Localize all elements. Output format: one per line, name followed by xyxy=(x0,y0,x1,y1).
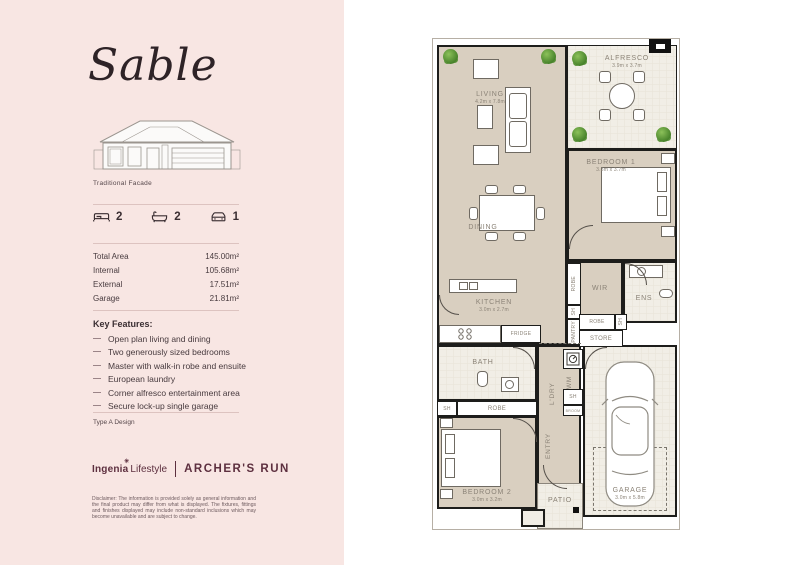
hot-water-unit-icon xyxy=(649,39,671,53)
stats-row xyxy=(93,210,239,223)
plant-icon xyxy=(656,127,671,142)
room-dims: 4.2m x 7.8m xyxy=(475,99,505,105)
room-name: BATH xyxy=(472,359,494,366)
basin-icon xyxy=(505,380,514,389)
closet-label: STORE xyxy=(589,335,613,342)
brand-lockup xyxy=(92,458,290,477)
sink-icon xyxy=(459,282,468,290)
room-name: ALFRESCO xyxy=(604,55,650,62)
room-name: LIVING xyxy=(476,91,504,98)
pillow xyxy=(657,172,667,192)
list-item: Corner alfresco entertainment area xyxy=(93,388,273,401)
facade-illustration xyxy=(92,112,242,174)
plan-title: Sable xyxy=(88,40,218,91)
logo-divider xyxy=(175,461,176,477)
divider xyxy=(93,310,239,311)
chair-icon xyxy=(513,185,526,194)
room-label-bedroom2 xyxy=(453,489,521,504)
closet-label: ROBE xyxy=(589,319,605,325)
table-row xyxy=(93,263,239,277)
area-label: Garage xyxy=(93,293,120,303)
chair-icon xyxy=(633,109,645,121)
chair-icon xyxy=(485,232,498,241)
room-dims: 3.0m x 5.8m xyxy=(615,495,645,501)
list-item: European laundry xyxy=(93,374,273,387)
room-label-alfresco xyxy=(589,55,665,70)
sofa-cushion xyxy=(509,121,527,147)
ingenia-logo xyxy=(92,458,130,475)
disclaimer-text: Disclaimer: The information is provided solely as general information and the final product may differ from what is displayed. The fixtures, fittings and finishes displayed may include non-standard inclusions which may become unavailable and are subject to change. xyxy=(92,496,256,520)
toilet-icon xyxy=(477,371,488,387)
room-label-ens xyxy=(629,295,659,302)
closet-store xyxy=(579,330,623,347)
room-name: PATIO xyxy=(548,497,572,504)
room-label-patio xyxy=(538,497,582,504)
bed-icon xyxy=(93,210,110,223)
plant-icon xyxy=(541,49,556,64)
washing-machine xyxy=(563,349,583,369)
post-marker xyxy=(573,507,579,513)
closet-sh-bed2 xyxy=(437,401,457,416)
divider xyxy=(93,243,239,244)
chair-icon xyxy=(536,207,545,220)
area-value: 145.00m² xyxy=(205,251,239,261)
closet-label: ROBE xyxy=(487,405,507,412)
community-wordmark: ARCHER'S RUN xyxy=(184,463,290,475)
room-dims: 3.9m x 3.7m xyxy=(612,63,642,69)
ingenia-wordmark: Ingenia xyxy=(92,463,129,475)
ceiling-break-line xyxy=(539,343,581,344)
sink-icon xyxy=(469,282,478,290)
room-label-bath xyxy=(461,359,505,366)
list-item: Master with walk-in robe and ensuite xyxy=(93,361,273,374)
coffee-table xyxy=(477,105,493,129)
closet-sh-laundry xyxy=(563,389,583,405)
area-label: External xyxy=(93,279,123,289)
bedside-table xyxy=(661,153,675,164)
facade-label: Traditional Facade xyxy=(93,180,152,187)
room-dims: 3.3m x 3.7m xyxy=(596,167,626,173)
chair-icon xyxy=(485,185,498,194)
list-item: Two generously sized bedrooms xyxy=(93,347,273,360)
closet-label: ROBE xyxy=(571,276,577,292)
room-name: BEDROOM 2 xyxy=(462,489,512,496)
toilet-icon xyxy=(659,289,673,298)
table-row xyxy=(93,291,239,305)
room-dims: 3.0m x 3.2m xyxy=(472,497,502,503)
bathrooms-stat xyxy=(151,210,180,223)
closet-robe-mid xyxy=(579,314,615,330)
bathrooms-count: 2 xyxy=(174,210,181,223)
room-label-bedroom1 xyxy=(573,159,649,174)
table-row xyxy=(93,249,239,263)
room-name: WIR xyxy=(591,285,608,292)
closet-label: PANTRY xyxy=(571,321,577,343)
list-item: Open plan living and dining xyxy=(93,334,273,347)
room-name: BEDROOM 1 xyxy=(586,159,636,166)
divider xyxy=(93,204,239,205)
room-name: DINING xyxy=(468,224,498,231)
closet-broom xyxy=(563,405,583,416)
plant-icon xyxy=(572,51,587,66)
area-label: Total Area xyxy=(93,251,129,261)
room-label-laundry: L'DRY xyxy=(549,382,556,405)
chair-icon xyxy=(599,71,611,83)
room-label-living xyxy=(457,91,523,106)
closet-label: SH xyxy=(569,394,577,400)
wm-label: WM xyxy=(566,375,573,389)
car-icon xyxy=(210,210,227,223)
lifestyle-wordmark: Lifestyle xyxy=(130,463,168,475)
chair-icon xyxy=(513,232,526,241)
bath-icon xyxy=(151,210,168,223)
room-label-entry: ENTRY xyxy=(545,433,552,459)
cooktop-icon xyxy=(457,328,477,340)
ingenia-star-icon: ✳ xyxy=(124,458,130,465)
bedside-table xyxy=(440,489,453,499)
info-panel xyxy=(0,0,344,565)
fridge-label: FRIDGE xyxy=(510,331,532,337)
floorplan xyxy=(432,38,680,530)
plant-icon xyxy=(572,127,587,142)
table-row xyxy=(93,277,239,291)
closet-label: BROOM xyxy=(565,408,581,413)
chair-icon xyxy=(599,109,611,121)
room-name: ENS xyxy=(635,295,653,302)
area-label: Internal xyxy=(93,265,120,275)
pillow xyxy=(657,196,667,216)
area-value: 21.81m² xyxy=(209,293,239,303)
area-value: 17.51m² xyxy=(209,279,239,289)
washing-machine-icon xyxy=(566,352,580,366)
design-type-label: Type A Design xyxy=(93,419,135,426)
closet-label: SH xyxy=(443,405,451,412)
closet-robe-bed1 xyxy=(567,263,581,305)
room-label-wir xyxy=(583,285,617,292)
armchair xyxy=(473,145,499,165)
outdoor-table xyxy=(609,83,635,109)
chair-icon xyxy=(633,71,645,83)
garage-count: 1 xyxy=(232,210,239,223)
closet-label: SH xyxy=(618,318,624,326)
room-name: KITCHEN xyxy=(475,299,513,306)
room-label-kitchen xyxy=(461,299,527,314)
closet-robe-bed2 xyxy=(457,401,537,416)
chair-icon xyxy=(469,207,478,220)
tv-unit xyxy=(473,59,499,79)
key-features-title: Key Features: xyxy=(93,319,153,329)
list-item: Secure lock-up single garage xyxy=(93,401,273,414)
garage-stat xyxy=(210,210,239,223)
closet-label: SH xyxy=(571,308,577,316)
bedside-table xyxy=(661,226,675,237)
pillow xyxy=(445,458,455,478)
porch-step xyxy=(521,509,545,527)
bedside-table xyxy=(440,418,453,428)
area-value: 105.68m² xyxy=(205,265,239,275)
plant-icon xyxy=(443,49,458,64)
room-dims: 3.0m x 2.7m xyxy=(479,307,509,313)
divider xyxy=(93,412,239,413)
closet-sh-mid xyxy=(615,314,627,330)
room-label-garage xyxy=(595,487,665,502)
bedrooms-stat xyxy=(93,210,122,223)
room-name: GARAGE xyxy=(612,487,648,494)
fridge-space xyxy=(501,325,541,343)
bedrooms-count: 2 xyxy=(116,210,123,223)
room-label-dining xyxy=(461,224,505,231)
areas-table xyxy=(93,249,239,305)
pillow xyxy=(445,434,455,454)
key-features-list xyxy=(93,334,273,414)
